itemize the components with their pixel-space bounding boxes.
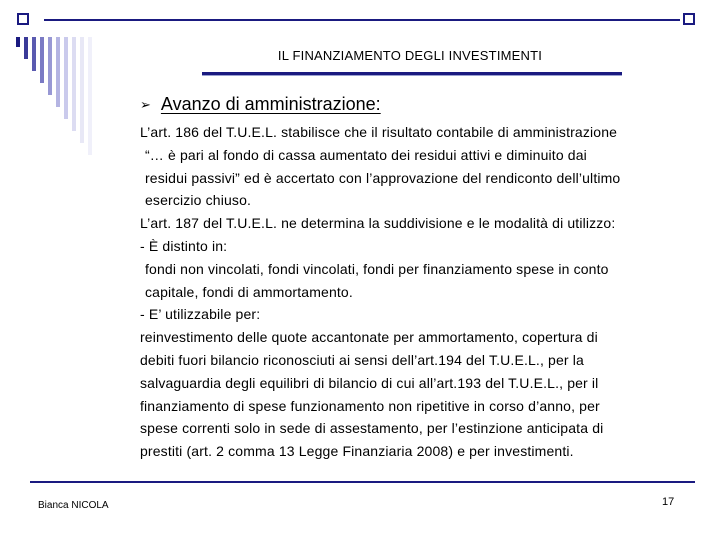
body-line: debiti fuori bilancio riconosciuti ai sensi dell’art.194 del T.U.E.L., per la	[140, 351, 584, 368]
slide-title: IL FINANZIAMENTO DEGLI INVESTIMENTI	[277, 48, 543, 63]
arrowhead-bullet-icon: ➢	[140, 96, 151, 112]
section-heading-text: Avanzo di amministrazione:	[160, 94, 381, 114]
body-line: - È distinto in:	[140, 237, 228, 254]
page-number: 17	[662, 496, 675, 508]
top-border-line	[18, 14, 694, 24]
section-heading	[140, 94, 381, 115]
body-line: prestiti (art. 2 comma 13 Legge Finanziaria 2008) e per investimenti.	[140, 443, 574, 460]
footer-rule	[30, 481, 695, 483]
footer-author: Bianca NICOLA	[38, 500, 109, 511]
body-line: - E’ utilizzabile per:	[140, 306, 261, 323]
body-line: reinvestimento delle quote accantonate per ammortamento, copertura di	[140, 329, 598, 346]
body-line: residui passivi” ed è accertato con l’approvazione del rendiconto dell’ultimo	[145, 169, 621, 186]
body-line: salvaguardia degli equilibri di bilancio di cui all’art.193 del T.U.E.L., per il	[140, 374, 599, 391]
body-text	[140, 121, 700, 463]
body-line: finanziamento di spese funzionamento non ripetitive in corso d’anno, per	[140, 397, 600, 414]
vertical-stripes-decoration	[16, 37, 92, 155]
body-line: L’art. 187 del T.U.E.L. ne determina la suddivisione e le modalità di utilizzo:	[140, 215, 616, 232]
body-line: capitale, fondi di ammortamento.	[145, 283, 353, 300]
body-line: spese correnti solo in sede di assestamento, per l’estinzione anticipata di	[140, 420, 604, 437]
body-line: fondi non vincolati, fondi vincolati, fondi per finanziamento spese in conto	[145, 260, 609, 277]
title-underline-rule	[202, 72, 622, 76]
body-line: esercizio chiuso.	[145, 192, 252, 209]
body-line: L’art. 186 del T.U.E.L. stabilisce che il risultato contabile di amministrazione	[140, 124, 618, 140]
body-line: “… è pari al fondo di cassa aumentato dei residui attivi e diminuito dai	[145, 146, 587, 163]
